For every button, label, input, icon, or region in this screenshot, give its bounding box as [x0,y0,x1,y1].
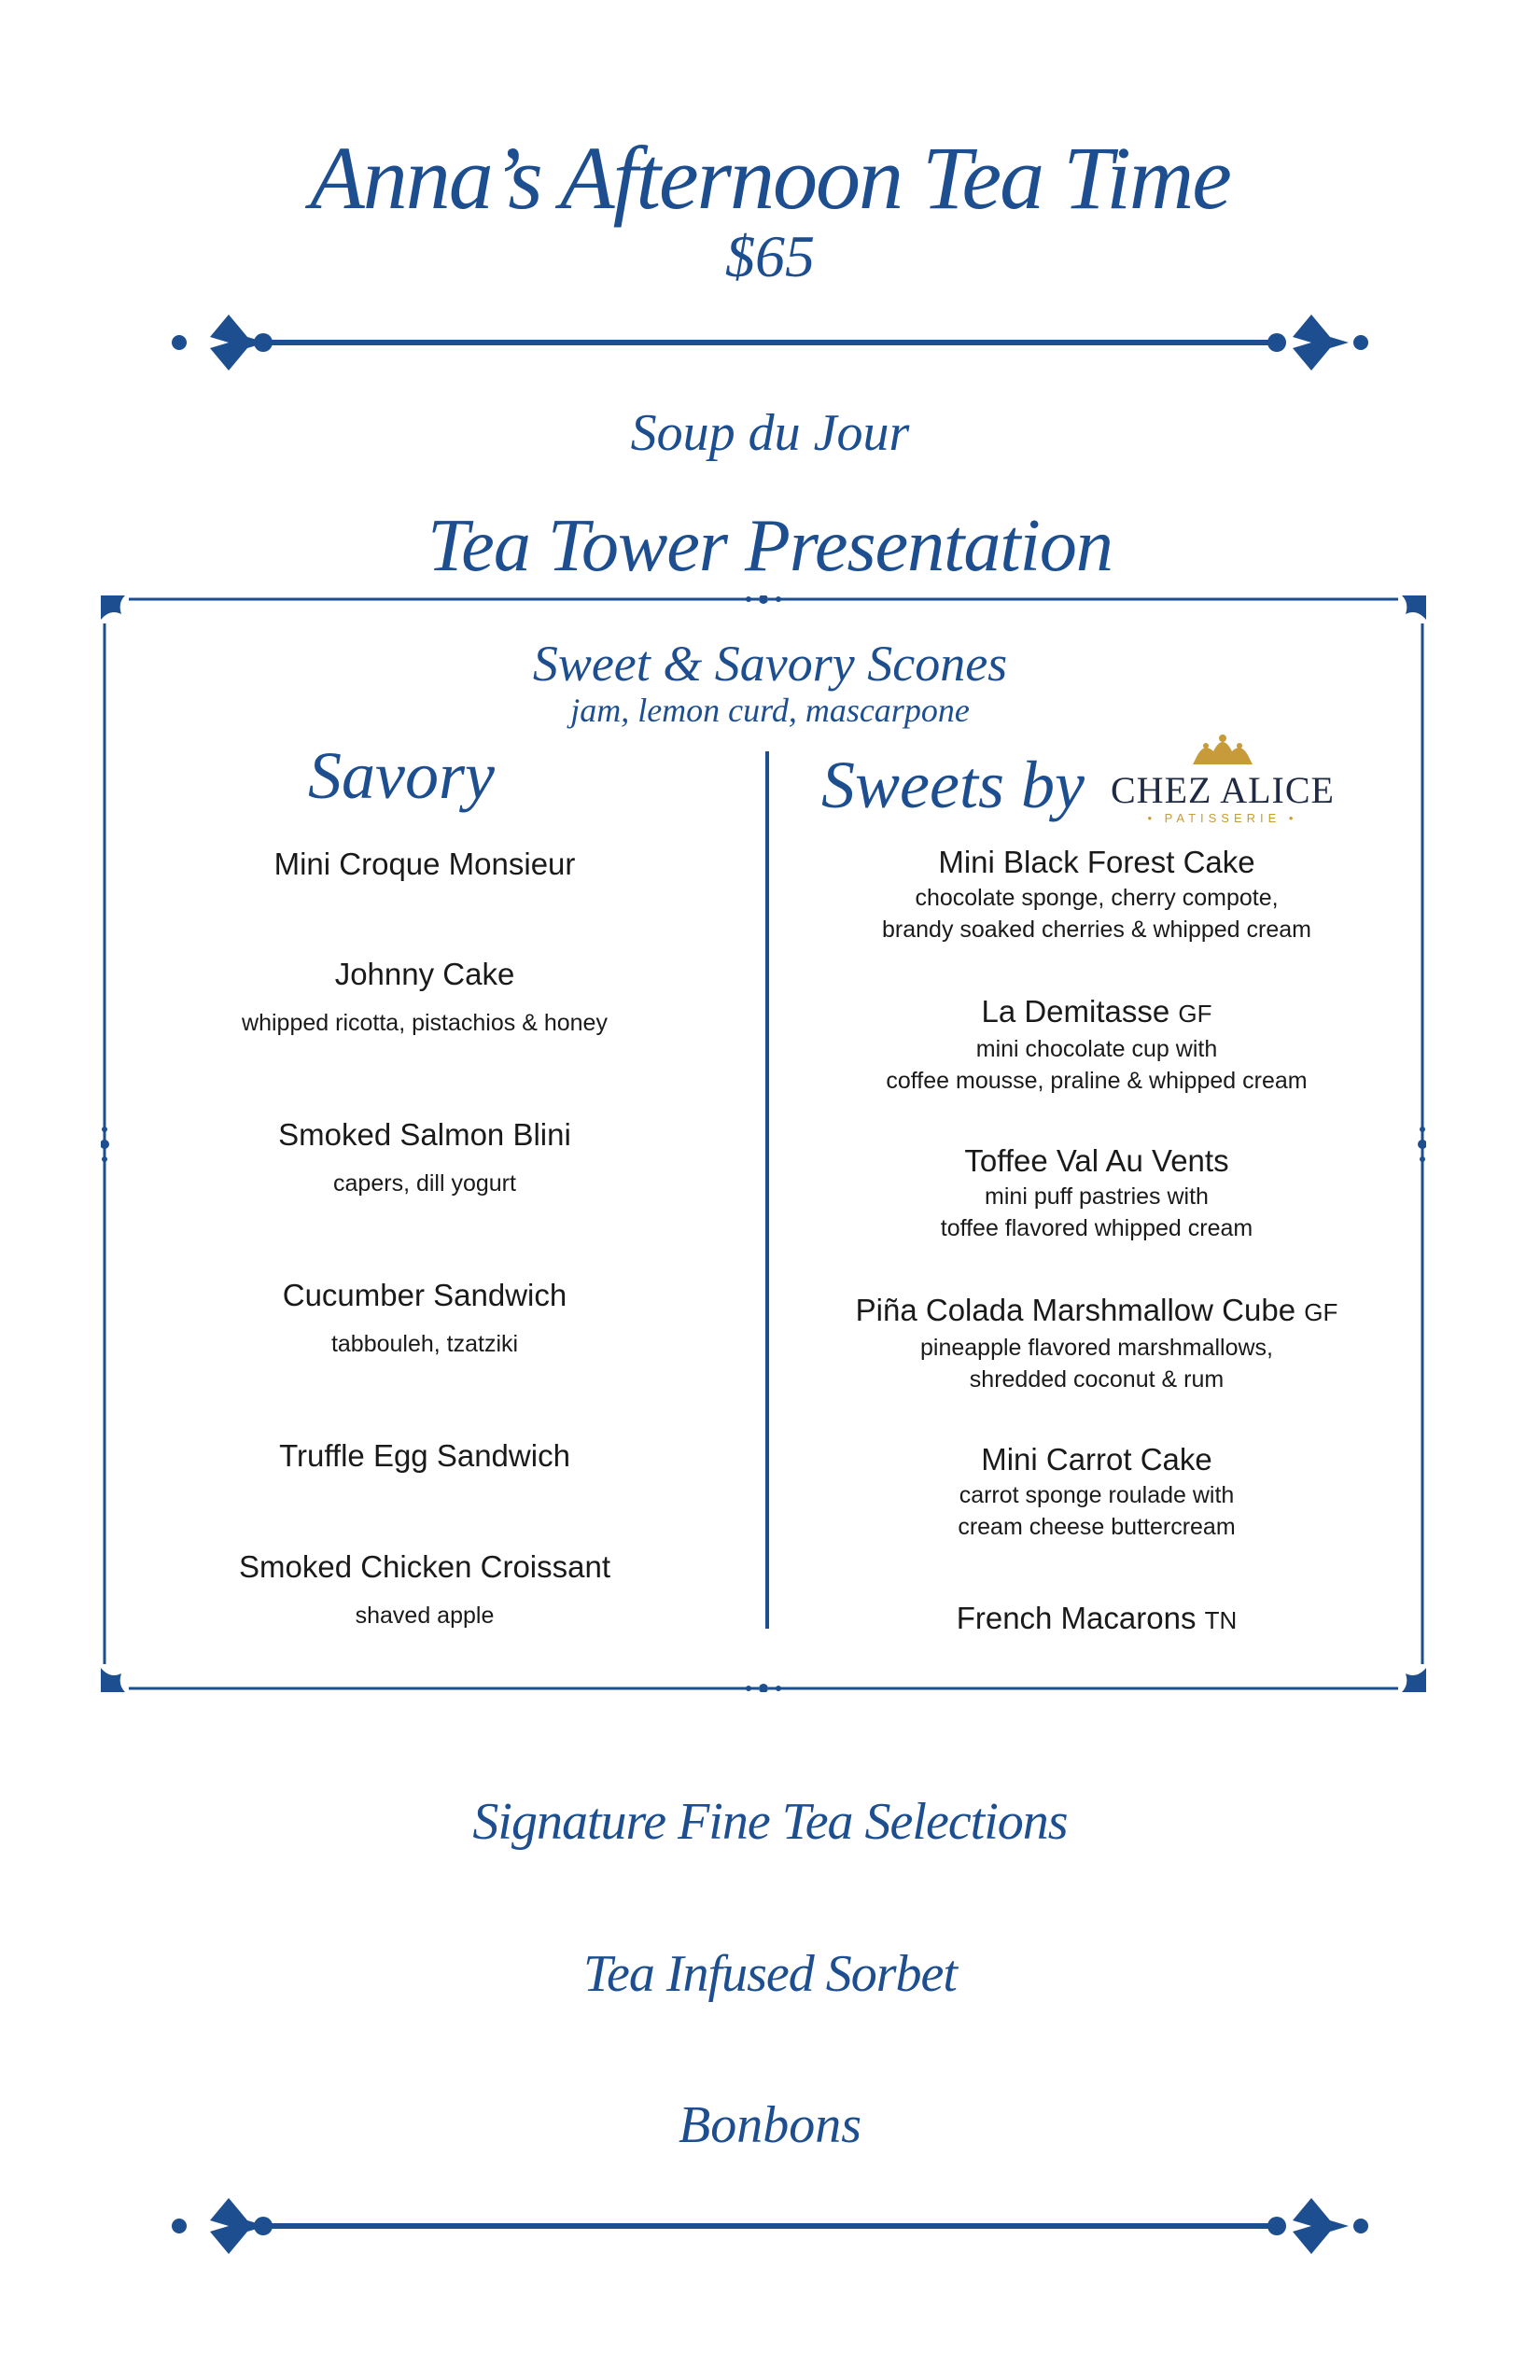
item-description: chocolate sponge, cherry compote, [915,885,1279,911]
course-tea-tower: Tea Tower Presentation [427,505,1113,587]
list-item [793,992,1400,1097]
item-name-row [793,1291,1400,1332]
item-name: Piña Colada Marshmallow Cube [855,1293,1296,1327]
list-item [121,1436,728,1476]
list-item [121,1115,728,1199]
logo-subtitle: • PATISSERIE • [1147,811,1298,825]
item-description: mini chocolate cup with [975,1036,1218,1062]
dietary-tag: GF [1304,1298,1338,1326]
list-item [793,1599,1400,1640]
item-description: carrot sponge roulade with [959,1482,1235,1508]
course-soup: Soup du Jour [630,404,910,462]
item-description: pineapple flavored marshmallows, [920,1335,1273,1361]
item-name: Smoked Salmon Blini [278,1117,571,1152]
item-name: Mini Croque Monsieur [273,847,576,881]
item-description: capers, dill yogurt [333,1170,516,1197]
item-name: Smoked Chicken Croissant [239,1549,610,1584]
menu-price: $65 [725,223,815,289]
list-item [793,843,1400,945]
item-name: Johnny Cake [334,957,515,991]
item-name-row [793,1599,1400,1640]
scones-title: Sweet & Savory Scones [532,636,1008,692]
dietary-tag: GF [1178,1000,1212,1028]
item-description: toffee flavored whipped cream [940,1215,1253,1241]
sweets-heading: Sweets by [821,748,1085,822]
logo-name: CHEZ ALICE [1111,769,1335,811]
column-divider [765,751,769,1629]
list-item [121,955,728,1039]
scones-description: jam, lemon curd, mascarpone [570,692,970,729]
list-item [121,1547,728,1631]
list-item [121,1276,728,1360]
course-bonbons: Bonbons [679,2096,861,2154]
item-name: Toffee Val Au Vents [964,1143,1229,1178]
item-description: mini puff pastries with [985,1183,1209,1210]
list-item [793,1440,1400,1543]
item-name: French Macarons [956,1601,1197,1635]
ornament-divider-top [168,315,1372,371]
item-name-row [793,992,1400,1033]
ornament-divider-bottom [168,2198,1372,2254]
item-description: coffee mousse, praline & whipped cream [886,1068,1308,1094]
savory-heading: Savory [308,738,495,813]
item-description: shredded coconut & rum [969,1366,1225,1393]
item-name: La Demitasse [981,994,1170,1029]
item-name: Truffle Egg Sandwich [279,1438,570,1473]
item-description: cream cheese buttercream [958,1514,1236,1540]
item-name: Mini Black Forest Cake [938,845,1255,879]
dietary-tag: TN [1204,1606,1238,1634]
item-name: Cucumber Sandwich [282,1278,567,1312]
item-description: shaved apple [355,1603,495,1629]
course-signature-tea: Signature Fine Tea Selections [472,1793,1068,1851]
item-description: tabbouleh, tzatziki [330,1331,519,1357]
item-description: whipped ricotta, pistachios & honey [242,1010,608,1036]
chez-alice-logo [1097,733,1349,826]
course-sorbet: Tea Infused Sorbet [583,1945,957,2003]
list-item [121,845,728,884]
menu-title: Anna’s Afternoon Tea Time [310,128,1230,228]
list-item [793,1291,1400,1395]
item-name: Mini Carrot Cake [981,1442,1212,1477]
list-item [793,1141,1400,1244]
item-description: brandy soaked cherries & whipped cream [882,917,1311,943]
crown-icon [1185,733,1260,768]
